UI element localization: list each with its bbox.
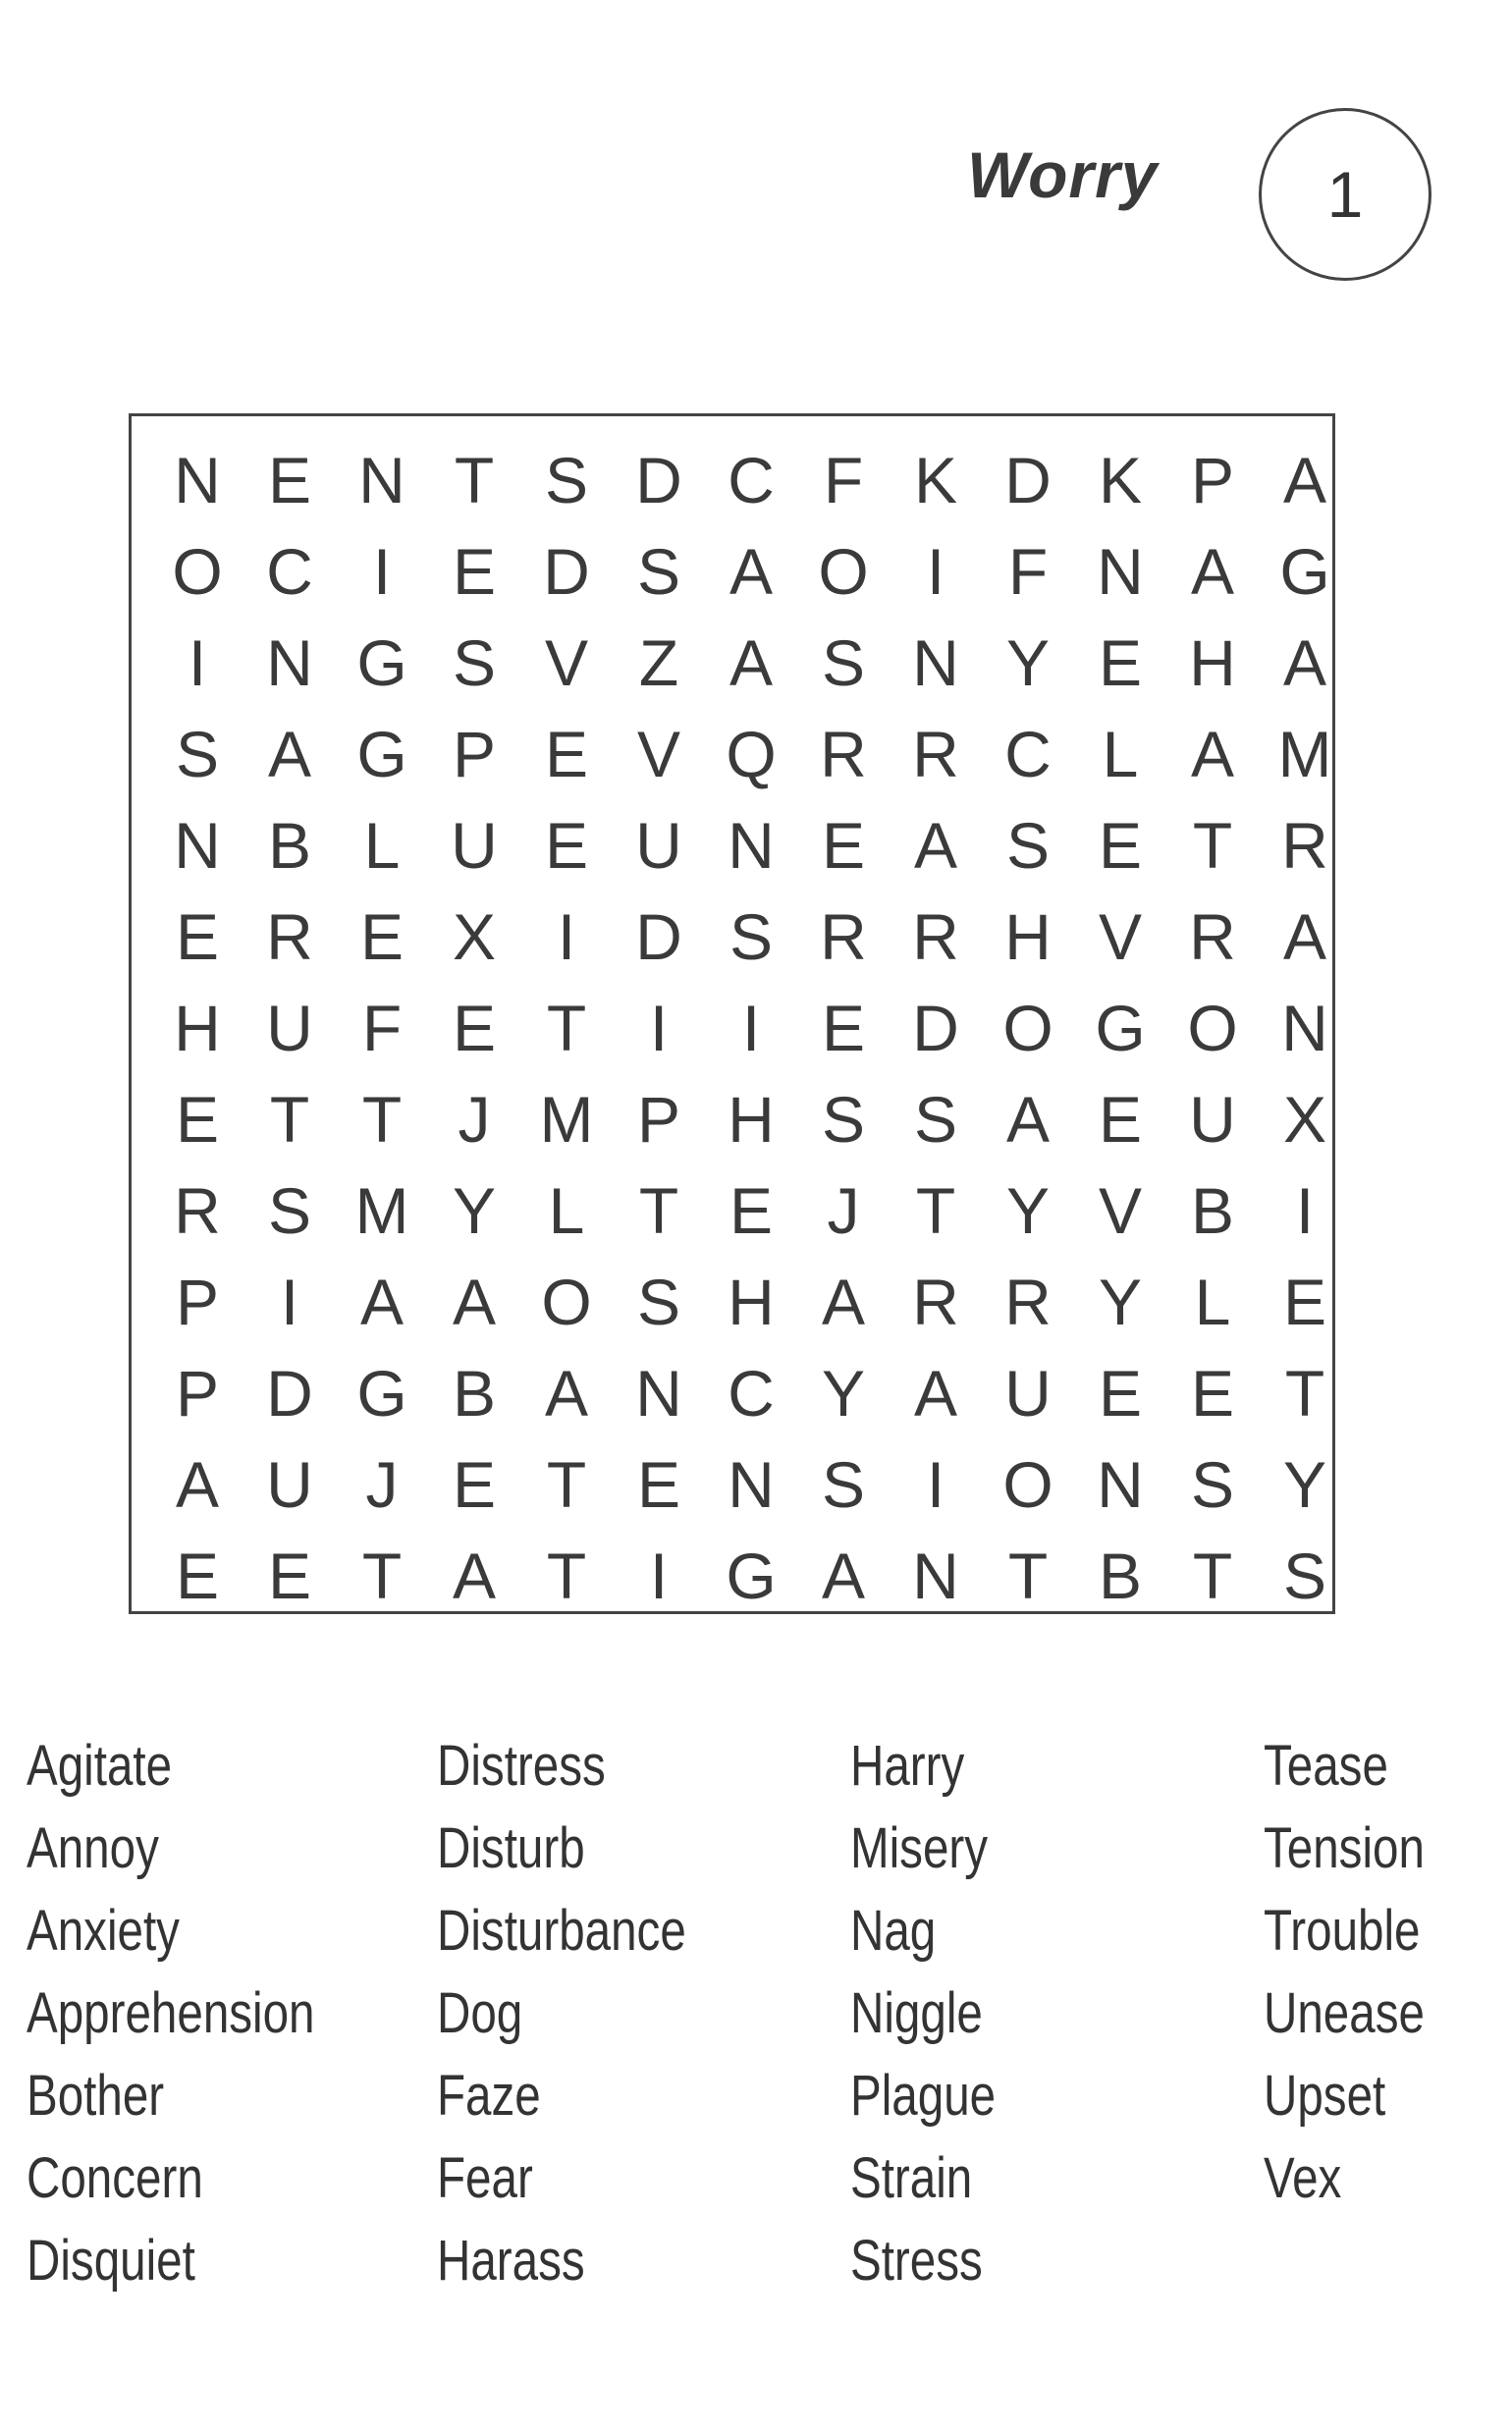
grid-cell[interactable]: E <box>1098 1082 1143 1156</box>
grid-cell[interactable]: N <box>174 808 221 882</box>
grid-cell[interactable]: S <box>729 899 774 973</box>
grid-cell[interactable]: Q <box>726 717 777 790</box>
grid-cell[interactable]: D <box>635 899 682 973</box>
grid-cell[interactable]: S <box>1190 1447 1235 1521</box>
grid-cell[interactable]: G <box>356 1356 407 1430</box>
grid-cell[interactable]: V <box>636 717 681 790</box>
grid-cell[interactable]: O <box>818 534 869 608</box>
grid-cell[interactable]: S <box>1282 1539 1327 1612</box>
grid-cell[interactable]: C <box>266 534 313 608</box>
grid-cell[interactable]: G <box>1095 991 1146 1064</box>
grid-cell[interactable]: S <box>913 1082 958 1156</box>
grid-cell[interactable]: A <box>1282 899 1327 973</box>
word-list-item: Misery <box>850 1816 989 1880</box>
grid-cell[interactable]: C <box>1004 717 1052 790</box>
word-list-item: Annoy <box>27 1816 159 1880</box>
word-list-item: Trouble <box>1264 1899 1421 1963</box>
grid-cell[interactable]: V <box>1098 899 1143 973</box>
grid-cell[interactable]: B <box>1098 1539 1143 1612</box>
word-list-item: Strain <box>850 2146 973 2210</box>
grid-cell[interactable]: N <box>912 625 959 699</box>
grid-cell[interactable]: H <box>728 1082 775 1156</box>
grid-cell[interactable]: E <box>636 1447 681 1521</box>
word-list-item: Anxiety <box>27 1899 180 1963</box>
word-list-item: Disturbance <box>437 1899 686 1963</box>
grid-cell[interactable]: A <box>175 1447 220 1521</box>
grid-cell[interactable]: A <box>821 1539 866 1612</box>
word-list-item: Fear <box>437 2146 533 2210</box>
grid-cell[interactable]: O <box>172 534 223 608</box>
grid-cell[interactable]: D <box>635 443 682 516</box>
grid-cell[interactable]: P <box>636 1082 681 1156</box>
grid-cell[interactable]: T <box>638 1173 679 1247</box>
grid-cell[interactable]: P <box>452 717 497 790</box>
grid-cell[interactable]: N <box>728 808 775 882</box>
grid-cell[interactable]: N <box>1281 991 1328 1064</box>
grid-cell[interactable]: D <box>912 991 959 1064</box>
grid-cell[interactable]: L <box>1194 1265 1231 1338</box>
grid-cell[interactable]: I <box>188 625 207 699</box>
grid-cell[interactable]: R <box>266 899 313 973</box>
grid-cell[interactable]: O <box>1002 1447 1053 1521</box>
grid-cell[interactable]: Z <box>638 625 679 699</box>
word-column-4 <box>1264 1733 1460 2228</box>
word-list-item: Nag <box>850 1899 937 1963</box>
grid-cell[interactable]: R <box>912 899 959 973</box>
letter-grid <box>151 434 1351 1621</box>
grid-cell[interactable]: V <box>1098 1173 1143 1247</box>
grid-cell[interactable]: N <box>635 1356 682 1430</box>
grid-cell[interactable]: A <box>729 534 774 608</box>
grid-cell[interactable]: A <box>729 625 774 699</box>
grid-cell[interactable]: E <box>1190 1356 1235 1430</box>
word-list-item: Tease <box>1264 1734 1388 1798</box>
grid-cell[interactable]: Y <box>452 1173 497 1247</box>
grid-cell[interactable]: H <box>1189 625 1236 699</box>
grid-cell[interactable]: B <box>1190 1173 1235 1247</box>
grid-cell[interactable]: L <box>548 1173 585 1247</box>
grid-cell[interactable]: G <box>356 717 407 790</box>
grid-cell[interactable]: E <box>1098 808 1143 882</box>
grid-cell[interactable]: E <box>821 808 866 882</box>
grid-cell[interactable]: E <box>175 899 220 973</box>
grid-cell[interactable]: E <box>452 534 497 608</box>
grid-cell[interactable]: S <box>821 1447 866 1521</box>
grid-cell[interactable]: I <box>1295 1173 1315 1247</box>
grid-cell[interactable]: T <box>1007 1539 1049 1612</box>
grid-cell[interactable]: U <box>1004 1356 1052 1430</box>
grid-cell[interactable]: V <box>544 625 589 699</box>
word-list-item: Upset <box>1264 2064 1386 2128</box>
grid-cell[interactable]: Y <box>1098 1265 1143 1338</box>
word-column-1 <box>27 1733 378 2310</box>
grid-cell[interactable]: T <box>269 1082 310 1156</box>
word-list-item: Disquiet <box>27 2229 195 2293</box>
grid-cell[interactable]: A <box>452 1539 497 1612</box>
grid-cell[interactable]: T <box>546 991 587 1064</box>
grid-cell[interactable]: E <box>821 991 866 1064</box>
grid-cell[interactable]: S <box>821 625 866 699</box>
grid-cell[interactable]: A <box>1005 1082 1051 1156</box>
grid-cell[interactable]: O <box>1002 991 1053 1064</box>
grid-cell[interactable]: F <box>823 443 864 516</box>
word-list-item: Faze <box>437 2064 541 2128</box>
grid-cell[interactable]: I <box>372 534 392 608</box>
grid-cell[interactable]: A <box>913 1356 958 1430</box>
grid-cell[interactable]: I <box>741 991 761 1064</box>
grid-cell[interactable]: T <box>915 1173 956 1247</box>
grid-cell[interactable]: X <box>1282 1082 1327 1156</box>
grid-cell[interactable]: N <box>1097 1447 1144 1521</box>
grid-cell[interactable]: T <box>1192 1539 1233 1612</box>
grid-cell[interactable]: H <box>1004 899 1052 973</box>
word-list-item: Niggle <box>850 1981 983 2045</box>
grid-cell[interactable]: D <box>266 1356 313 1430</box>
grid-cell[interactable]: I <box>280 1265 299 1338</box>
grid-cell[interactable]: O <box>541 1265 592 1338</box>
grid-cell[interactable]: T <box>361 1082 403 1156</box>
grid-cell[interactable]: Y <box>1005 625 1051 699</box>
grid-cell[interactable]: E <box>359 899 405 973</box>
grid-cell[interactable]: T <box>1284 1356 1325 1430</box>
grid-cell[interactable]: H <box>728 1265 775 1338</box>
grid-cell[interactable]: S <box>175 717 220 790</box>
grid-cell[interactable]: T <box>546 1447 587 1521</box>
grid-cell[interactable]: M <box>539 1082 594 1156</box>
grid-cell[interactable]: T <box>1192 808 1233 882</box>
grid-cell[interactable]: T <box>454 443 495 516</box>
grid-cell[interactable]: G <box>356 625 407 699</box>
grid-cell[interactable]: S <box>636 534 681 608</box>
grid-cell[interactable]: S <box>636 1265 681 1338</box>
word-list-item: Apprehension <box>27 1981 315 2045</box>
grid-cell[interactable]: S <box>267 1173 312 1247</box>
grid-cell[interactable]: E <box>452 991 497 1064</box>
word-column-3 <box>850 1733 1028 2310</box>
grid-cell[interactable]: B <box>452 1356 497 1430</box>
grid-cell[interactable]: N <box>174 443 221 516</box>
grid-cell[interactable]: A <box>1282 443 1327 516</box>
word-list-item: Vex <box>1264 2146 1342 2210</box>
word-list-item: Agitate <box>27 1734 173 1798</box>
grid-cell[interactable]: M <box>354 1173 409 1247</box>
grid-cell[interactable]: E <box>175 1539 220 1612</box>
grid-cell[interactable]: K <box>1098 443 1143 516</box>
grid-cell[interactable]: T <box>546 1539 587 1612</box>
grid-cell[interactable]: G <box>1279 534 1330 608</box>
grid-cell[interactable]: S <box>452 625 497 699</box>
grid-cell[interactable]: S <box>544 443 589 516</box>
word-list-item: Distress <box>437 1734 606 1798</box>
grid-cell[interactable]: F <box>1007 534 1049 608</box>
grid-cell[interactable]: A <box>544 1356 589 1430</box>
grid-cell[interactable]: B <box>267 808 312 882</box>
grid-cell[interactable]: S <box>821 1082 866 1156</box>
word-list-item: Stress <box>850 2229 983 2293</box>
grid-cell[interactable]: C <box>728 1356 775 1430</box>
word-list-item: Concern <box>27 2146 203 2210</box>
grid-cell[interactable]: J <box>458 1082 491 1156</box>
grid-cell[interactable]: P <box>175 1265 220 1338</box>
grid-cell[interactable]: Y <box>821 1356 866 1430</box>
grid-cell[interactable]: E <box>175 1082 220 1156</box>
word-list-item: Tension <box>1264 1816 1425 1880</box>
grid-cell[interactable]: F <box>361 991 403 1064</box>
word-list-item: Disturb <box>437 1816 585 1880</box>
grid-cell[interactable]: J <box>365 1447 399 1521</box>
grid-cell[interactable]: I <box>926 1447 945 1521</box>
grid-cell[interactable]: U <box>266 991 313 1064</box>
grid-cell[interactable]: Y <box>1005 1173 1051 1247</box>
grid-cell[interactable]: X <box>452 899 497 973</box>
grid-cell[interactable]: H <box>174 991 221 1064</box>
grid-cell[interactable]: R <box>820 899 867 973</box>
grid-cell[interactable]: A <box>1190 534 1235 608</box>
puzzle-number-badge: 1 <box>1259 108 1431 281</box>
grid-cell[interactable]: A <box>359 1265 405 1338</box>
grid-cell[interactable]: U <box>1189 1082 1236 1156</box>
grid-cell[interactable]: S <box>1005 808 1051 882</box>
word-column-2 <box>437 1733 740 2310</box>
grid-cell[interactable]: A <box>267 717 312 790</box>
grid-cell[interactable]: I <box>649 991 669 1064</box>
grid-cell[interactable]: D <box>1004 443 1052 516</box>
grid-cell[interactable]: T <box>361 1539 403 1612</box>
word-list-item: Harry <box>850 1734 965 1798</box>
word-search-grid <box>129 413 1335 1614</box>
grid-cell[interactable]: C <box>728 443 775 516</box>
word-list-item: Unease <box>1264 1981 1425 2045</box>
grid-cell[interactable]: O <box>1187 991 1238 1064</box>
grid-cell[interactable]: N <box>266 625 313 699</box>
grid-cell[interactable]: N <box>1097 534 1144 608</box>
grid-cell[interactable]: D <box>543 534 590 608</box>
word-list-item: Harass <box>437 2229 585 2293</box>
grid-cell[interactable]: U <box>451 808 498 882</box>
grid-cell[interactable]: N <box>912 1539 959 1612</box>
grid-cell[interactable]: A <box>821 1265 866 1338</box>
grid-cell[interactable]: R <box>912 1265 959 1338</box>
grid-cell[interactable]: L <box>363 808 401 882</box>
grid-cell[interactable]: A <box>1282 625 1327 699</box>
grid-cell[interactable]: P <box>175 1356 220 1430</box>
grid-cell[interactable]: M <box>1277 717 1332 790</box>
grid-cell[interactable]: J <box>827 1173 860 1247</box>
grid-cell[interactable]: K <box>913 443 958 516</box>
grid-cell[interactable]: E <box>267 443 312 516</box>
grid-cell[interactable]: E <box>729 1173 774 1247</box>
grid-cell[interactable]: N <box>728 1447 775 1521</box>
grid-cell[interactable]: E <box>1098 1356 1143 1430</box>
grid-cell[interactable]: A <box>1190 717 1235 790</box>
grid-cell[interactable]: U <box>635 808 682 882</box>
grid-cell[interactable]: P <box>1190 443 1235 516</box>
grid-cell[interactable]: R <box>1281 808 1328 882</box>
grid-cell[interactable]: R <box>820 717 867 790</box>
word-list-item: Plague <box>850 2064 997 2128</box>
grid-cell[interactable]: G <box>726 1539 777 1612</box>
grid-cell[interactable]: U <box>266 1447 313 1521</box>
grid-cell[interactable]: E <box>452 1447 497 1521</box>
grid-cell[interactable]: I <box>649 1539 669 1612</box>
grid-cell[interactable]: R <box>1004 1265 1052 1338</box>
grid-cell[interactable]: I <box>926 534 945 608</box>
grid-cell[interactable]: R <box>912 717 959 790</box>
grid-cell[interactable]: E <box>544 808 589 882</box>
grid-cell[interactable]: E <box>267 1539 312 1612</box>
grid-cell[interactable]: E <box>1282 1265 1327 1338</box>
grid-cell[interactable]: Y <box>1282 1447 1327 1521</box>
grid-cell[interactable]: E <box>1098 625 1143 699</box>
grid-cell[interactable]: I <box>557 899 576 973</box>
grid-cell[interactable]: R <box>174 1173 221 1247</box>
grid-cell[interactable]: A <box>913 808 958 882</box>
word-list-item: Bother <box>27 2064 165 2128</box>
grid-cell[interactable]: E <box>544 717 589 790</box>
grid-cell[interactable]: A <box>452 1265 497 1338</box>
puzzle-title: Worry <box>967 138 1159 211</box>
grid-cell[interactable]: R <box>1189 899 1236 973</box>
grid-cell[interactable]: L <box>1102 717 1139 790</box>
grid-cell[interactable]: N <box>358 443 405 516</box>
word-list-item: Dog <box>437 1981 523 2045</box>
